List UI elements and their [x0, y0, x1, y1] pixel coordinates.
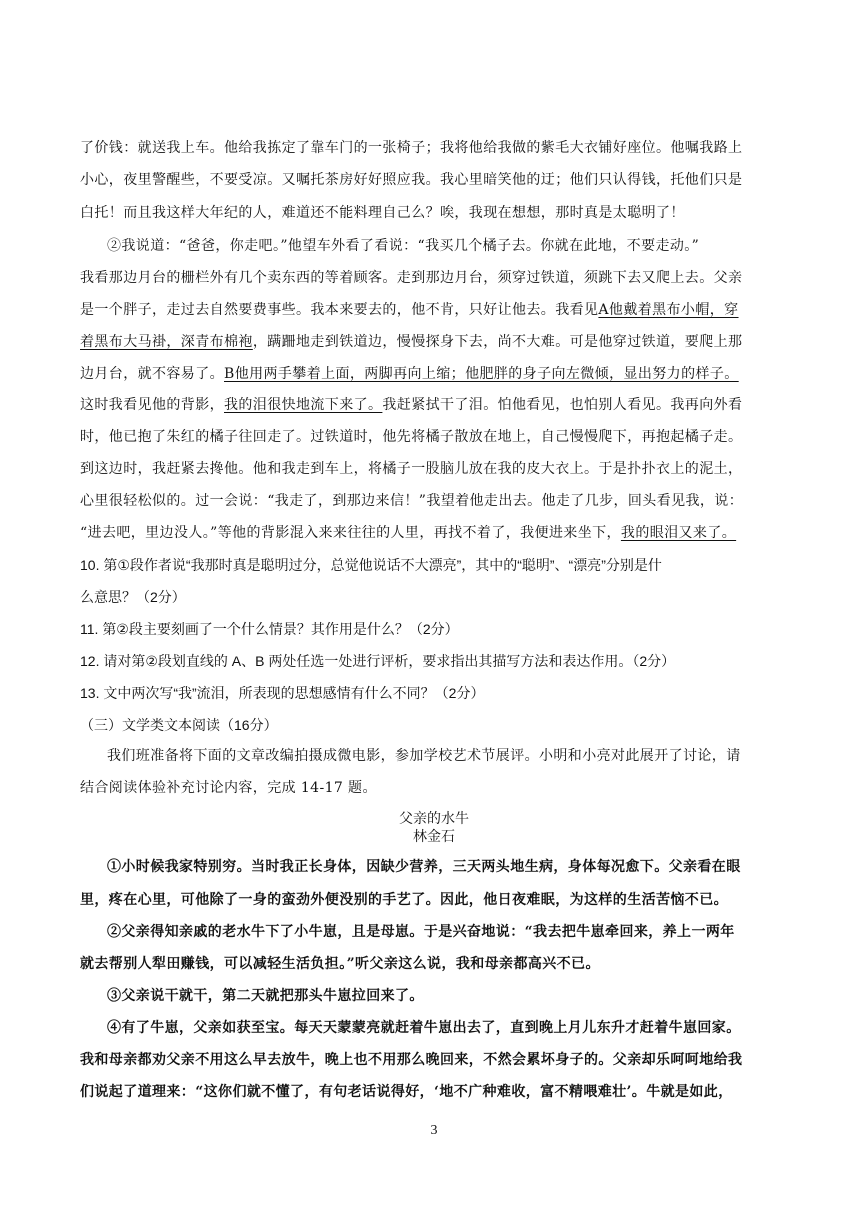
text-span: 我们班准备将下面的文章改编拍摄成微电影，参加学校艺术节展评。小明和小亮对此展开了讨论，请: [107, 748, 741, 764]
text-span: 是一个胖子，走过去自然要费事些。我本来要去的，他不肯，只好让他去。我看见: [80, 302, 599, 318]
text-span: 就去帮别人犁田赚钱，可以减轻生活负担。”听父亲这么说，我和母亲都高兴不已。: [80, 956, 600, 972]
story-line: [80, 954, 860, 974]
story-line: [107, 986, 860, 1006]
passage-line: [107, 236, 860, 256]
question-13: [80, 683, 860, 703]
text-span: 小心，夜里警醒些，不要受凉。又嘱托茶房好好照应我。我心里暗笑他的迂；他们只认得钱，托他们只是: [80, 172, 743, 188]
passage-line: [80, 268, 860, 288]
text-span: 林金石: [413, 828, 455, 844]
story-line: [80, 890, 860, 910]
story-line: [107, 1018, 860, 1038]
story-line: [80, 1050, 860, 1070]
underlined-sentence-b: B他用两手攀着上面，两脚再向上缩；他肥胖的身子向左微倾，显出努力的样子。: [224, 366, 739, 382]
text-span: （三）文学类文本阅读（16分）: [80, 717, 278, 733]
text-span: 13. 文中两次写“我”流泪，所表现的思想感情有什么不同？（2分）: [80, 685, 485, 701]
question-11: [80, 619, 860, 639]
section-heading: [80, 715, 860, 735]
text-span: 时，他已抱了朱红的橘子往回走了。过铁道时，他先将橘子散放在地上，自己慢慢爬下，再抱起橘子走。: [80, 429, 743, 445]
text-span: 11. 第②段主要刻画了一个什么情景？其作用是什么？（2分）: [80, 621, 459, 637]
text-span: 里，疼在心里，可他除了一身的蛮劲外便没别的手艺了。因此，他日夜难眠，为这样的生活苦恼不已。: [80, 892, 728, 908]
question-10-cont: [80, 587, 860, 607]
underlined-tears-2: 我的眼泪又来了。: [620, 525, 737, 541]
passage-line: [80, 332, 860, 352]
text-span: ③父亲说干就干，第二天就把那头牛崽拉回来了。: [107, 988, 424, 1004]
passage-line: [80, 300, 860, 320]
passage-line: [80, 203, 860, 223]
passage-line: [80, 459, 860, 479]
text-span: ，蹒跚地走到铁道边，慢慢探身下去，尚不大难。可是他穿过铁道，要爬上那: [252, 334, 743, 350]
underlined-tears-1: 我的泪很快地流下来了。: [224, 397, 383, 413]
text-span: ④有了牛崽，父亲如获至宝。每天天蒙蒙亮就赶着牛崽出去了，直到晚上月儿东升才赶着牛崽回家。: [107, 1020, 741, 1036]
text-span: 结合阅读体验补充讨论内容，完成 14-17 题。: [80, 780, 377, 796]
text-span: 10. 第①段作者说“我那时真是聪明过分，总觉他说话不大漂亮”，其中的“聪明”、“漂亮”分别是什: [80, 557, 662, 573]
text-span: 12. 请对第②段划直线的 A、B 两处任选一处进行评析，要求指出其描写方法和表达作用。（2分）: [80, 653, 676, 669]
text-span: 我和母亲都劝父亲不用这么早去放牛，晚上也不用那么晚回来，不然会累坏身子的。父亲却乐呵呵地给我: [80, 1052, 743, 1068]
text-span: 心里很轻松似的。过一会说：“我走了，到那边来信！”我望着他走出去。他走了几步，回头看见我，说：: [80, 493, 744, 509]
passage-line: [80, 395, 860, 415]
text-span: 白托！而且我这样大年纪的人，难道还不能料理自己么？唉，我现在想想，那时真是太聪明了！: [80, 205, 685, 221]
text-span: “进去吧，里边没人。”等他的背影混入来来往往的人里，再找不着了，我便进来坐下，: [80, 525, 621, 541]
text-span: ②我说道：“爸爸，你走吧。”他望车外看了看说：“我买几个橘子去。你就在此地，不要走动。”: [107, 238, 700, 254]
text-span: 了价钱：就送我上车。他给我拣定了靠车门的一张椅子；我将他给我做的紫毛大衣铺好座位。他嘱我路上: [80, 140, 743, 156]
text-span: ①小时候我家特别穷。当时我正长身体，因缺少营养，三天两头地生病，身体每况愈下。父亲看在眼: [107, 859, 741, 875]
text-span: ②父亲得知亲戚的老水牛下了小牛崽，且是母崽。于是兴奋地说：“我去把牛崽牵回来，养上一两年: [107, 924, 735, 940]
story-line: [107, 857, 860, 877]
intro-line: [80, 778, 860, 798]
passage-line: [80, 427, 860, 447]
passage-line: [80, 138, 860, 158]
text-span: 父亲的水牛: [399, 810, 469, 826]
underlined-sentence-a: A他戴着黑布小帽，穿: [598, 302, 739, 318]
passage-line: [80, 170, 860, 190]
question-12: [80, 651, 860, 671]
text-span: 们说起了道理来：“这你们就不懂了，有句老话说得好，‘地不广种难收，富不精喂难壮’。牛就是如此，: [80, 1084, 733, 1100]
underlined-sentence-a: 着黑布大马褂，深青布棉袍: [80, 334, 253, 350]
story-title: [0, 808, 868, 828]
text-span: 我赶紧拭干了泪。怕他看见，也怕别人看见。我再向外看: [382, 397, 743, 413]
story-author: [0, 826, 868, 846]
story-line: [107, 922, 860, 942]
text-span: 我看那边月台的栅栏外有几个卖东西的等着顾客。走到那边月台，须穿过铁道，须跳下去又爬上去。父亲: [80, 270, 743, 286]
question-10: [80, 555, 860, 575]
passage-line: [80, 364, 860, 384]
page-number: 3: [430, 1123, 438, 1138]
intro-line: [107, 746, 860, 766]
text-span: 到这边时，我赶紧去搀他。他和我走到车上，将橘子一股脑儿放在我的皮大衣上。于是扑扑衣上的泥土，: [80, 461, 743, 477]
text-span: 边月台，就不容易了。: [80, 366, 224, 382]
story-line: [80, 1082, 860, 1102]
passage-line: [80, 491, 860, 511]
text-span: 么意思？（2分）: [80, 589, 186, 605]
text-span: 这时我看见他的背影，: [80, 397, 224, 413]
passage-line: [80, 523, 860, 543]
